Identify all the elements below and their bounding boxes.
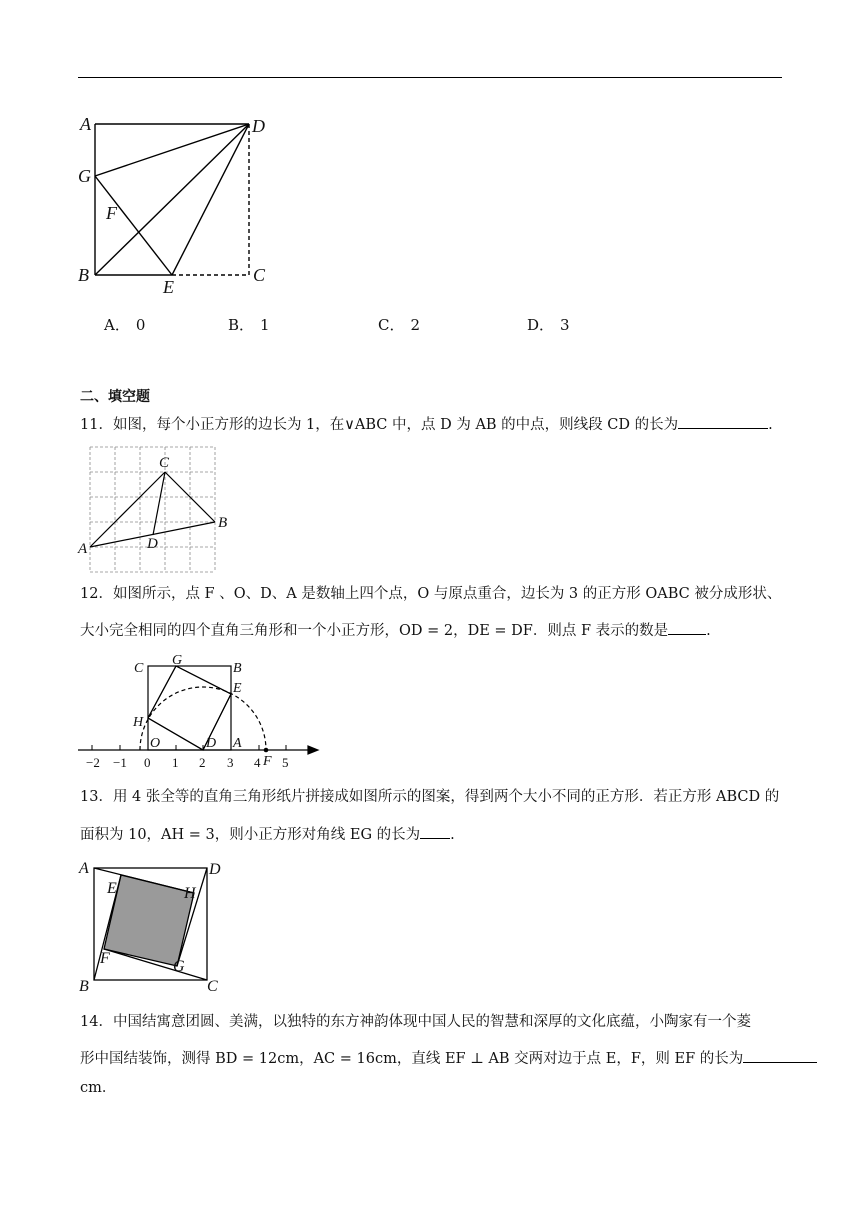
q13-answer-blank[interactable] — [420, 824, 450, 839]
label-e: E — [107, 880, 117, 897]
label-b: B — [233, 661, 242, 676]
label-e: E — [233, 681, 242, 696]
pinwheel-square-figure — [75, 855, 235, 995]
label-b: B — [79, 978, 89, 995]
label-d: D — [206, 736, 217, 751]
q14-text-line1: 14．中国结寓意团圆、美满，以独特的东方神韵体现中国人民的智慧和深厚的文化底蕴，小陶家有一个菱 — [80, 1014, 751, 1030]
tick-label: 3 — [227, 755, 234, 770]
q13-text-line2: 面积为 10，AH = 3，则小正方形对角线 EG 的长为 . — [80, 824, 455, 845]
label-a: A — [78, 541, 88, 557]
label-h: H — [184, 885, 196, 902]
tick-label: 1 — [172, 755, 179, 770]
choice-c[interactable]: C． 2 — [378, 316, 421, 334]
label-o: O — [150, 736, 161, 751]
label-f: F — [263, 754, 272, 769]
answer-choices — [104, 314, 704, 336]
q14-text-line3: cm． — [80, 1080, 117, 1096]
label-f: F — [100, 950, 110, 967]
label-b: B — [78, 265, 89, 285]
tick-label: −1 — [113, 755, 127, 770]
label-g: G — [78, 166, 91, 186]
tick-label: 5 — [282, 755, 289, 770]
choice-d[interactable]: D． 3 — [527, 316, 570, 334]
q14-text-line2: 形中国结装饰，测得 BD = 12cm，AC = 16cm，直线 EF ⊥ AB 交两对边于点 E，F，则 EF 的长为 — [80, 1048, 817, 1069]
square-fold-figure — [70, 110, 280, 300]
label-g: G — [172, 653, 183, 668]
grid-triangle-figure — [75, 440, 240, 580]
label-e: E — [163, 277, 174, 297]
label-c: C — [253, 265, 266, 285]
section-title: 二、填空题 — [80, 389, 150, 405]
number-line-square-figure — [75, 648, 325, 770]
q12-text-line2: 大小完全相同的四个直角三角形和一个小正方形，OD = 2，DE = DF．则点 F 表示的数是 . — [80, 620, 711, 641]
choice-a[interactable]: A． 0 — [104, 316, 146, 334]
label-c: C — [159, 455, 170, 471]
label-d: D — [147, 536, 158, 552]
q12-text-line1: 12．如图所示，点 F 、O、D、A 是数轴上四个点，O 与原点重合，边长为 3 的正方形 OABC 被分成形状、 — [80, 586, 782, 602]
q11-answer-blank[interactable] — [678, 414, 768, 429]
tick-label: 2 — [199, 755, 206, 770]
tick-label: 4 — [254, 755, 261, 770]
label-d: D — [252, 116, 265, 136]
choice-b[interactable]: B． 1 — [228, 316, 270, 334]
label-a: A — [80, 114, 91, 134]
label-f: F — [106, 203, 117, 223]
label-d: D — [209, 861, 221, 878]
label-h: H — [133, 715, 144, 730]
tick-label: 0 — [144, 755, 151, 770]
q13-text-line1: 13．用 4 张全等的直角三角形纸片拼接成如图所示的图案，得到两个大小不同的正方形．若正方形 ABCD 的 — [80, 789, 780, 805]
q11-text: 11．如图，每个小正方形的边长为 1，在∨ABC 中，点 D 为 AB 的中点，则线段 CD 的长为 . — [80, 414, 773, 435]
label-a: A — [79, 860, 89, 877]
label-c: C — [207, 978, 218, 995]
header-rule — [78, 77, 782, 78]
label-g: G — [173, 958, 185, 975]
tick-label: −2 — [86, 755, 100, 770]
q14-answer-blank[interactable] — [743, 1048, 817, 1063]
label-b: B — [218, 515, 228, 531]
label-c: C — [134, 661, 144, 676]
q12-answer-blank[interactable] — [668, 620, 706, 635]
label-a: A — [233, 736, 242, 751]
